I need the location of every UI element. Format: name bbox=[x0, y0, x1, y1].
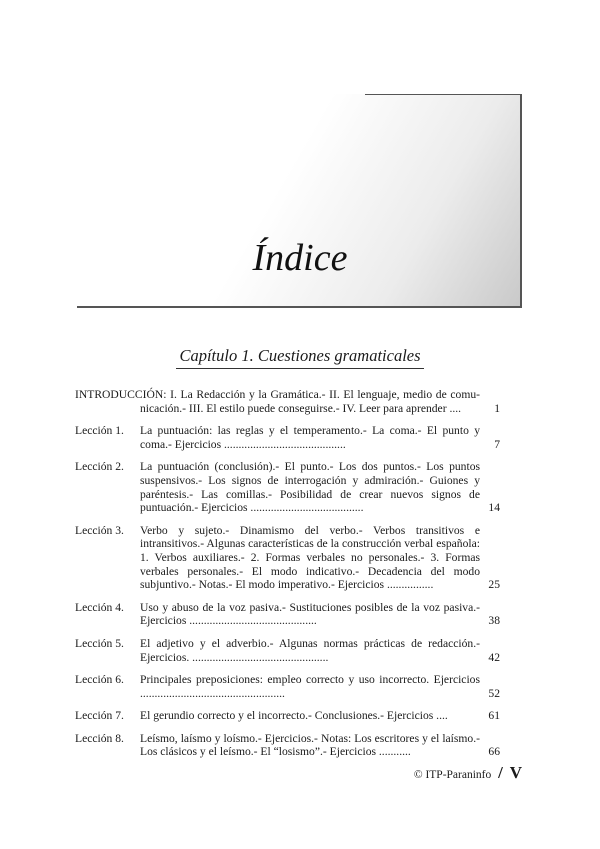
toc-label: Lección 6. bbox=[75, 673, 124, 687]
footer-separator: / bbox=[498, 763, 503, 782]
toc-intro-first-line bbox=[75, 388, 480, 402]
toc-label: Lección 5. bbox=[75, 636, 124, 650]
toc-entry[interactable] bbox=[75, 673, 500, 700]
toc-entry[interactable] bbox=[75, 709, 500, 723]
toc-entry[interactable] bbox=[75, 460, 500, 514]
page-footer bbox=[414, 763, 522, 783]
toc-label: Lección 1. bbox=[75, 424, 124, 438]
header-rule-top bbox=[365, 94, 522, 95]
toc-text: La puntuación: las reglas y el temperamento.- La coma.- El punto y coma.- Ejercicios .......................................... bbox=[140, 424, 480, 451]
toc-page: 61 bbox=[488, 709, 500, 723]
toc-entry[interactable] bbox=[75, 424, 500, 451]
toc-page: 42 bbox=[488, 650, 500, 664]
toc-text: El gerundio correcto y el incorrecto.- Conclusiones.- Ejercicios .... bbox=[140, 709, 448, 723]
toc-text: nicación.- III. El estilo puede conseguirse.- IV. Leer para aprender .... bbox=[140, 401, 462, 415]
toc-text: El adjetivo y el adverbio.- Algunas normas prácticas de redacción.- Ejercicios. ............................................... bbox=[140, 636, 480, 664]
toc-page: 1 bbox=[494, 401, 500, 415]
toc-text: La puntuación (conclusión).- El punto.- Los dos puntos.- Los puntos suspensivos.- Los signos de interrogación y admiración.- Guiones y paréntesis.- Las comillas.- Posibilidad de crear nuevos signos de puntuación.- Ejercicios ....................................... bbox=[140, 460, 480, 515]
toc-label: Lección 8. bbox=[75, 731, 124, 745]
header-rule-bottom bbox=[77, 306, 522, 308]
toc-text: Uso y abuso de la voz pasiva.- Sustituciones posibles de la voz pasiva.- Ejercicios ............................................ bbox=[140, 600, 480, 628]
toc-page: 52 bbox=[488, 686, 500, 700]
chapter-heading: Capítulo 1. Cuestiones gramaticales bbox=[179, 346, 421, 365]
toc-label: Lección 7. bbox=[75, 709, 124, 723]
toc-label: Lección 4. bbox=[75, 600, 124, 614]
toc-entry[interactable] bbox=[75, 601, 500, 628]
page-number: V bbox=[509, 763, 522, 782]
toc-entry[interactable] bbox=[75, 637, 500, 664]
toc-text: Principales preposiciones: empleo correcto y uso incorrecto. Ejercicios .................................................. bbox=[140, 673, 480, 700]
publisher-credit: © ITP-Paraninfo bbox=[413, 769, 492, 781]
toc-page: 38 bbox=[488, 614, 500, 628]
page-title: Índice bbox=[252, 237, 348, 279]
toc-entry-intro[interactable] bbox=[75, 388, 500, 415]
toc-entry[interactable] bbox=[75, 524, 500, 592]
toc-page: 25 bbox=[488, 578, 500, 592]
toc-text-first: I. La Redacción y la Gramática.- II. El lenguaje, medio de comu- bbox=[170, 388, 480, 401]
toc-page: 66 bbox=[488, 745, 500, 759]
toc-page: 7 bbox=[494, 437, 500, 451]
chapter-underline bbox=[176, 368, 424, 369]
toc-entry[interactable] bbox=[75, 732, 500, 759]
toc-text: Leísmo, laísmo y loísmo.- Ejercicios.- Notas: Los escritores y el laísmo.- Los clásicos y el leísmo.- El “losismo”.- Ejercicios ........... bbox=[140, 731, 480, 759]
table-of-contents bbox=[75, 388, 500, 768]
toc-label: Lección 2. bbox=[75, 460, 124, 474]
toc-label: INTRODUCCIÓN: bbox=[75, 388, 167, 401]
toc-page: 14 bbox=[488, 501, 500, 515]
toc-label: Lección 3. bbox=[75, 523, 124, 537]
toc-text: Verbo y sujeto.- Dinamismo del verbo.- Verbos transitivos e intransitivos.- Algunas características de la construcción verbal española: 1. Verbos auxiliares.- 2. Formas verbales no personales.- 3. Formas verbales personales.- El modo indicativo.- Decadencia del modo subjuntivo.- Notas.- El modo imperativo.- Ejercicios ................ bbox=[140, 523, 480, 592]
